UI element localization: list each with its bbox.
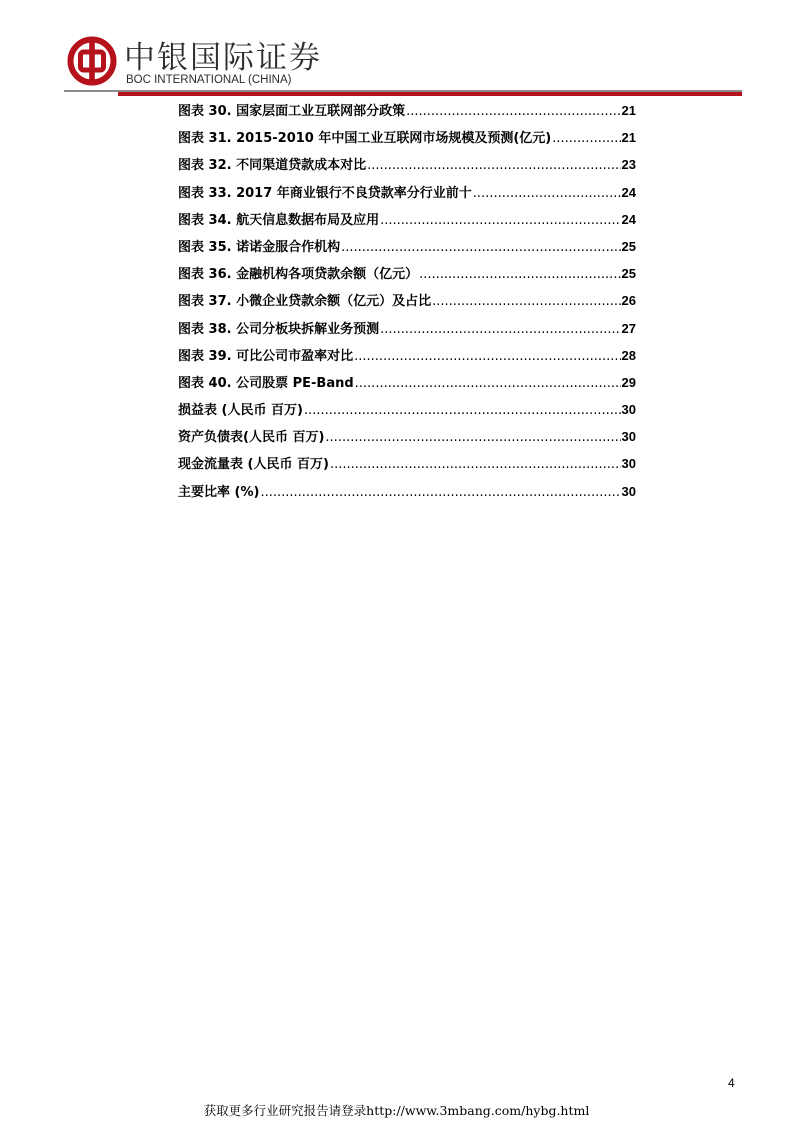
toc-entry-page: 28 — [621, 347, 636, 363]
toc-leader — [406, 104, 620, 119]
toc-leader — [260, 485, 620, 500]
toc-entry-title: 现金流量表 (人民币 百万) — [178, 457, 329, 473]
toc-entry-page: 21 — [621, 103, 636, 118]
table-of-figures — [178, 100, 636, 508]
toc-entry[interactable] — [178, 290, 636, 317]
toc-entry-page: 23 — [621, 157, 636, 173]
toc-entry-title: 图表 30. 国家层面工业互联网部分政策 — [178, 104, 406, 119]
toc-entry-title: 资产负债表(人民币 百万) — [178, 430, 325, 446]
footer-promo-text: 获取更多行业研究报告请登录http://www.3mbang.com/hybg.html — [203, 1103, 590, 1118]
header-rule-red — [118, 92, 742, 96]
toc-entry-title: 损益表 (人民币 百万) — [178, 403, 303, 419]
toc-leader — [330, 457, 621, 472]
toc-entry[interactable] — [178, 100, 636, 127]
toc-entry-title: 图表 34. 航天信息数据布局及应用 — [178, 212, 380, 228]
toc-leader — [355, 376, 621, 391]
toc-entry[interactable] — [178, 426, 636, 453]
toc-leader — [380, 322, 620, 337]
toc-entry[interactable] — [178, 399, 636, 426]
toc-leader — [325, 430, 620, 445]
toc-entry-page: 25 — [621, 266, 636, 282]
page-number: 4 — [728, 1076, 735, 1090]
toc-entry-page: 24 — [621, 184, 636, 200]
toc-entry-title: 图表 35. 诺诺金服合作机构 — [178, 239, 341, 255]
toc-entry[interactable] — [178, 345, 636, 372]
toc-entry-title: 图表 40. 公司股票 PE-Band — [178, 375, 354, 391]
toc-entry-page: 30 — [621, 483, 636, 499]
toc-entry[interactable] — [178, 209, 636, 236]
toc-entry-page: 30 — [621, 456, 636, 472]
toc-entry-title: 图表 33. 2017 年商业银行不良贷款率分行业前十 — [178, 185, 472, 201]
brand-name-cn: 中银国际证券 — [124, 40, 322, 76]
toc-entry-page: 21 — [621, 130, 636, 146]
toc-leader — [367, 158, 620, 173]
toc-entry-title: 图表 39. 可比公司市盈率对比 — [178, 348, 354, 364]
toc-entry[interactable] — [178, 318, 636, 345]
brand-name-en: BOC INTERNATIONAL (CHINA) — [126, 74, 292, 86]
toc-entry[interactable] — [178, 263, 636, 290]
toc-leader — [419, 267, 620, 282]
toc-entry-page: 26 — [621, 293, 636, 309]
toc-entry[interactable] — [178, 481, 636, 508]
toc-entry-title: 图表 32. 不同渠道贷款成本对比 — [178, 158, 367, 174]
toc-leader — [432, 294, 620, 309]
toc-entry[interactable] — [178, 453, 636, 480]
boc-logo-icon — [67, 36, 117, 86]
toc-entry-title: 图表 38. 公司分板块拆解业务预测 — [178, 321, 380, 337]
toc-entry[interactable] — [178, 154, 636, 181]
toc-entry-title: 图表 37. 小微企业贷款余额（亿元）及占比 — [178, 294, 432, 310]
toc-entry-page: 30 — [621, 429, 636, 445]
toc-leader — [354, 349, 620, 364]
toc-entry-page: 25 — [621, 238, 636, 254]
toc-leader — [380, 213, 620, 228]
toc-entry[interactable] — [178, 372, 636, 399]
toc-entry-title: 主要比率 (%) — [178, 484, 260, 500]
toc-entry-title: 图表 36. 金融机构各项贷款余额（亿元） — [178, 267, 419, 283]
toc-leader — [552, 131, 620, 146]
toc-leader — [304, 403, 621, 418]
toc-entry-page: 30 — [621, 402, 636, 418]
toc-entry-page: 27 — [621, 320, 636, 336]
toc-entry[interactable] — [178, 182, 636, 209]
toc-entry-title: 图表 31. 2015-2010 年中国工业互联网市场规模及预测(亿元) — [178, 131, 552, 147]
toc-leader — [341, 240, 620, 255]
toc-entry-page: 29 — [621, 374, 636, 390]
toc-leader — [473, 186, 621, 201]
toc-entry[interactable] — [178, 127, 636, 154]
toc-entry[interactable] — [178, 236, 636, 263]
toc-entry-page: 24 — [621, 211, 636, 227]
